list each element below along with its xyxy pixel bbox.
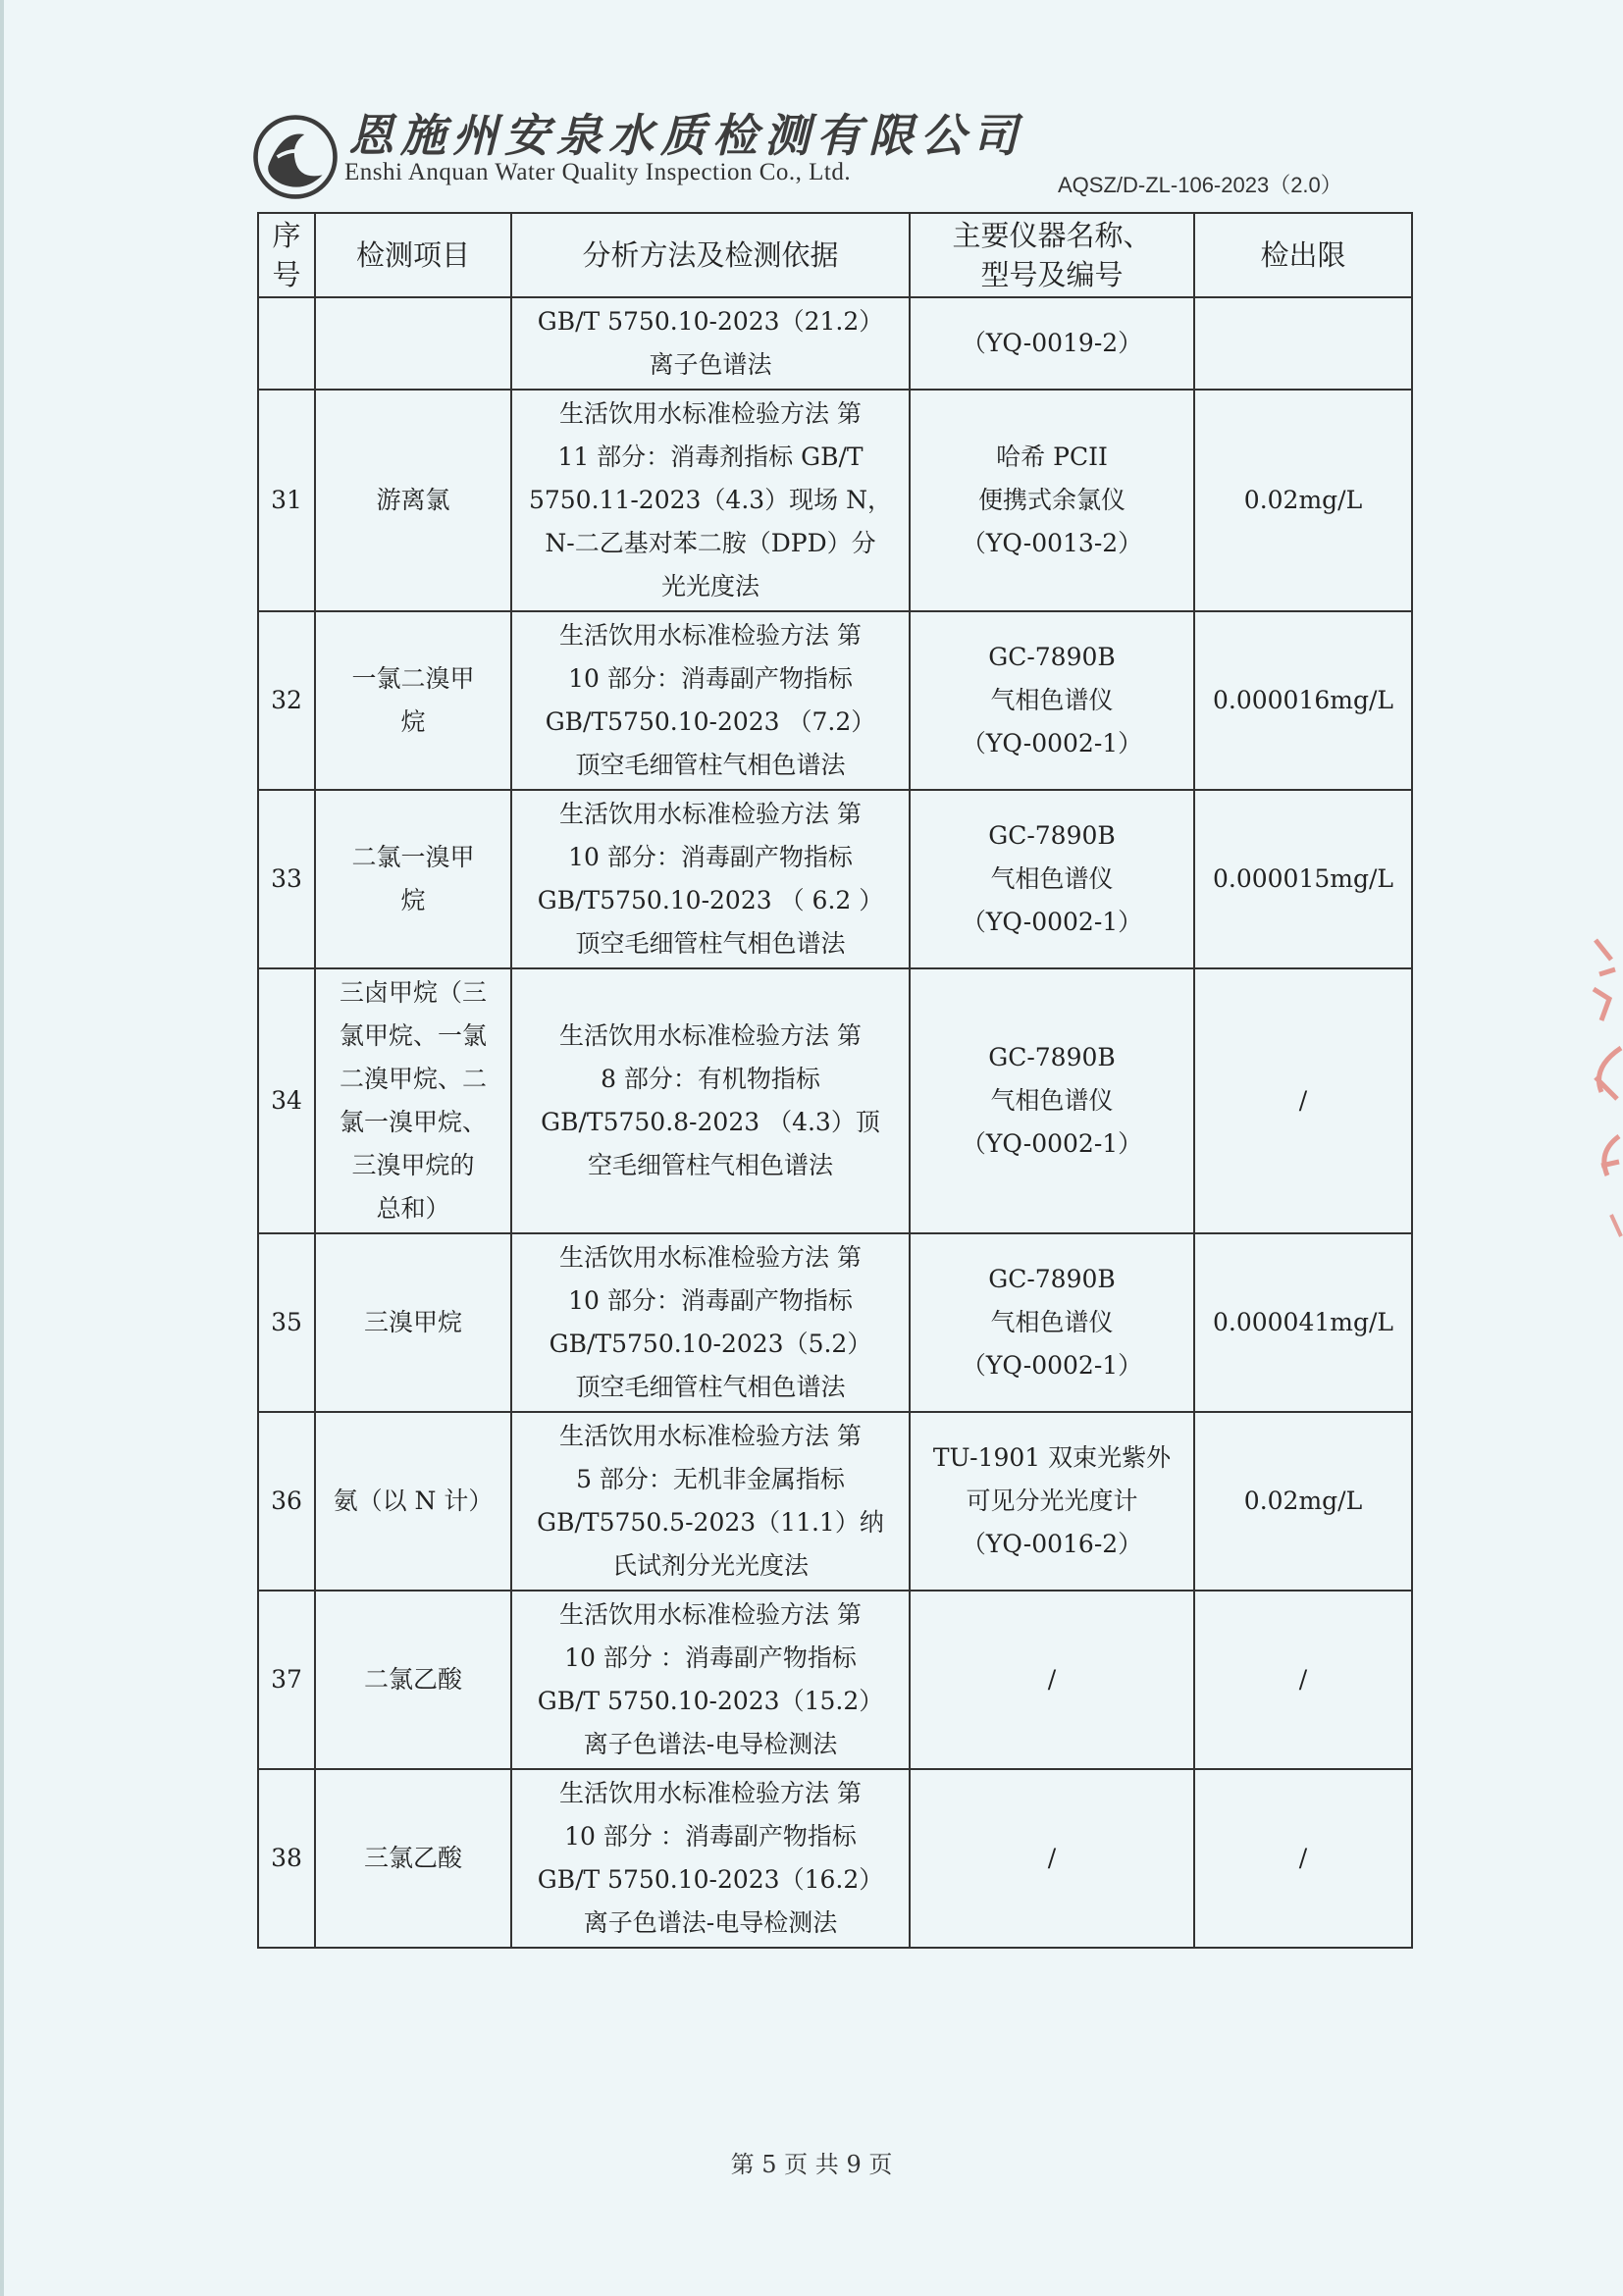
cell-method-line: 生活饮用水标准检验方法 第 xyxy=(559,621,862,650)
header-instrument-line: 主要仪器名称、 xyxy=(952,219,1152,252)
cell-instrument-line: / xyxy=(1047,1665,1057,1694)
cell-instrument-line: （YQ-0002-1） xyxy=(961,1129,1143,1158)
cell-method xyxy=(511,1412,910,1591)
cell-item xyxy=(315,1412,511,1591)
header-instrument xyxy=(910,213,1194,297)
header-seq-line: 序 xyxy=(272,219,301,252)
table-row xyxy=(258,390,1412,611)
header-method xyxy=(511,213,910,297)
cell-instrument xyxy=(910,790,1194,968)
cell-method-line: 生活饮用水标准检验方法 第 xyxy=(559,399,862,428)
cell-instrument-line: / xyxy=(1047,1844,1057,1872)
cell-method-line: 离子色谱法-电导检测法 xyxy=(583,1908,838,1937)
cell-method-line: 生活饮用水标准检验方法 第 xyxy=(559,1779,862,1807)
cell-item-line: 三溴甲烷的 xyxy=(351,1151,475,1179)
cell-limit: 0.000015mg/L xyxy=(1194,790,1412,968)
cell-seq: 37 xyxy=(258,1591,315,1769)
red-seal-stamp-fragment xyxy=(1582,930,1623,1244)
cell-method-line: 离子色谱法-电导检测法 xyxy=(583,1730,838,1758)
cell-seq: 38 xyxy=(258,1769,315,1948)
cell-item xyxy=(315,1233,511,1412)
table-row xyxy=(258,790,1412,968)
cell-item xyxy=(315,390,511,611)
cell-method-line: GB/T 5750.10-2023（15.2） xyxy=(537,1687,884,1715)
cell-method xyxy=(511,790,910,968)
cell-seq: 31 xyxy=(258,390,315,611)
cell-method xyxy=(511,390,910,611)
cell-item-line: 一氯二溴甲 xyxy=(351,664,475,693)
cell-instrument-line: 气相色谱仪 xyxy=(990,1086,1114,1115)
table-row xyxy=(258,968,1412,1233)
cell-item xyxy=(315,790,511,968)
table-header-row xyxy=(258,213,1412,297)
table-body xyxy=(258,297,1412,1948)
page-edge xyxy=(0,0,4,2296)
cell-item xyxy=(315,968,511,1233)
cell-item-line: 氯甲烷、一氯 xyxy=(339,1021,487,1050)
cell-method-line: GB/T5750.10-2023 （7.2） xyxy=(545,707,876,736)
cell-item xyxy=(315,1591,511,1769)
cell-item xyxy=(315,297,511,390)
cell-item-line: 烷 xyxy=(400,707,426,736)
cell-method-line: 顶空毛细管柱气相色谱法 xyxy=(575,1373,846,1401)
cell-item-line: 三氯乙酸 xyxy=(363,1844,462,1872)
cell-item-line: 二氯一溴甲 xyxy=(351,843,475,871)
cell-method-line: 生活饮用水标准检验方法 第 xyxy=(559,1422,862,1450)
cell-method-line: 光光度法 xyxy=(660,572,759,600)
cell-instrument-line: 气相色谱仪 xyxy=(990,1308,1114,1336)
cell-seq xyxy=(258,297,315,390)
cell-seq: 32 xyxy=(258,611,315,790)
table-row xyxy=(258,1591,1412,1769)
cell-limit: 0.000016mg/L xyxy=(1194,611,1412,790)
cell-method-line: 10 部分：消毒副产物指标 xyxy=(568,664,853,693)
test-methods-table xyxy=(257,212,1413,1949)
cell-instrument-line: （YQ-0019-2） xyxy=(961,329,1143,357)
cell-instrument xyxy=(910,1233,1194,1412)
cell-item-line: 烷 xyxy=(400,886,426,914)
letterhead xyxy=(250,98,1024,206)
cell-instrument-line: 气相色谱仪 xyxy=(990,686,1114,714)
cell-seq: 34 xyxy=(258,968,315,1233)
cell-method xyxy=(511,297,910,390)
header-seq xyxy=(258,213,315,297)
table-row xyxy=(258,297,1412,390)
cell-limit xyxy=(1194,297,1412,390)
cell-item-line: 氨（以 N 计） xyxy=(333,1487,494,1515)
cell-method-line: 顶空毛细管柱气相色谱法 xyxy=(575,929,846,958)
header-item-line: 检测项目 xyxy=(355,238,470,272)
cell-instrument-line: （YQ-0002-1） xyxy=(961,908,1143,936)
cell-instrument xyxy=(910,968,1194,1233)
cell-instrument-line: （YQ-0002-1） xyxy=(961,729,1143,757)
cell-method-line: 10 部分 ：消毒副产物指标 xyxy=(564,1822,857,1851)
page-number: 第 5 页 共 9 页 xyxy=(730,2151,893,2178)
cell-method-line: GB/T5750.10-2023（5.2） xyxy=(549,1330,872,1358)
cell-item-line: 三卤甲烷（三 xyxy=(339,978,487,1007)
cell-instrument-line: 哈希 PCII xyxy=(996,443,1108,471)
cell-instrument xyxy=(910,1412,1194,1591)
table-row xyxy=(258,611,1412,790)
cell-instrument-line: GC-7890B xyxy=(988,1265,1116,1293)
cell-method-line: 10 部分：消毒副产物指标 xyxy=(568,843,853,871)
cell-method xyxy=(511,1591,910,1769)
table-row xyxy=(258,1769,1412,1948)
cell-method xyxy=(511,1769,910,1948)
cell-item xyxy=(315,611,511,790)
cell-method-line: GB/T 5750.10-2023（16.2） xyxy=(537,1865,884,1894)
cell-method-line: 生活饮用水标准检验方法 第 xyxy=(559,1243,862,1272)
cell-method-line: 离子色谱法 xyxy=(649,350,772,379)
header-method-line: 分析方法及检测依据 xyxy=(582,238,839,272)
cell-instrument xyxy=(910,390,1194,611)
table-row xyxy=(258,1233,1412,1412)
cell-instrument-line: （YQ-0016-2） xyxy=(961,1530,1143,1558)
cell-method-line: GB/T5750.10-2023 （ 6.2 ） xyxy=(537,886,884,914)
cell-method-line: 10 部分 ：消毒副产物指标 xyxy=(564,1644,857,1672)
company-name-en: Enshi Anquan Water Quality Inspection Co., Ltd. xyxy=(344,159,852,185)
cell-limit: 0.02mg/L xyxy=(1194,390,1412,611)
cell-item-line: 二溴甲烷、二 xyxy=(339,1065,487,1093)
cell-method-line: 5750.11-2023（4.3）现场 N， xyxy=(528,486,893,514)
cell-instrument-line: GC-7890B xyxy=(988,1043,1116,1071)
header-limit-line: 检出限 xyxy=(1260,238,1346,272)
cell-method-line: 空毛细管柱气相色谱法 xyxy=(587,1151,833,1179)
cell-seq: 35 xyxy=(258,1233,315,1412)
cell-instrument-line: 气相色谱仪 xyxy=(990,864,1114,893)
cell-method-line: 10 部分：消毒副产物指标 xyxy=(568,1286,853,1315)
header-instrument-line: 型号及编号 xyxy=(980,258,1124,291)
cell-limit: 0.02mg/L xyxy=(1194,1412,1412,1591)
cell-instrument-line: （YQ-0002-1） xyxy=(961,1351,1143,1380)
table-row xyxy=(258,1412,1412,1591)
company-logo-icon xyxy=(250,112,340,202)
cell-method-line: GB/T 5750.10-2023（21.2） xyxy=(537,307,884,336)
cell-method-line: GB/T5750.5-2023（11.1）纳 xyxy=(537,1508,884,1537)
cell-instrument-line: 便携式余氯仪 xyxy=(977,486,1126,514)
cell-limit: / xyxy=(1194,968,1412,1233)
header-item xyxy=(315,213,511,297)
document-code: AQSZ/D-ZL-106-2023（2.0） xyxy=(1058,173,1342,197)
cell-item-line: 三溴甲烷 xyxy=(363,1308,462,1336)
cell-method-line: 5 部分：无机非金属指标 xyxy=(576,1465,845,1493)
cell-method-line: N-二乙基对苯二胺（DPD）分 xyxy=(545,529,876,557)
cell-method xyxy=(511,611,910,790)
cell-limit: 0.000041mg/L xyxy=(1194,1233,1412,1412)
cell-limit: / xyxy=(1194,1591,1412,1769)
cell-instrument xyxy=(910,611,1194,790)
cell-method-line: 生活饮用水标准检验方法 第 xyxy=(559,1600,862,1629)
cell-instrument-line: GC-7890B xyxy=(988,643,1116,671)
cell-instrument xyxy=(910,1591,1194,1769)
cell-seq: 33 xyxy=(258,790,315,968)
cell-method-line: 氏试剂分光光度法 xyxy=(611,1551,809,1580)
cell-instrument-line: TU-1901 双束光紫外 xyxy=(932,1443,1172,1472)
cell-method xyxy=(511,1233,910,1412)
cell-item-line: 总和） xyxy=(376,1194,450,1223)
cell-method xyxy=(511,968,910,1233)
cell-instrument-line: 可见分光光度计 xyxy=(966,1487,1138,1515)
cell-method-line: 顶空毛细管柱气相色谱法 xyxy=(575,751,846,779)
cell-item xyxy=(315,1769,511,1948)
cell-instrument-line: GC-7890B xyxy=(988,821,1116,850)
cell-item-line: 二氯乙酸 xyxy=(363,1665,462,1694)
cell-method-line: 11 部分：消毒剂指标 GB/T xyxy=(557,443,864,471)
header-seq-line: 号 xyxy=(272,258,301,291)
cell-item-line: 游离氯 xyxy=(376,486,450,514)
cell-instrument xyxy=(910,1769,1194,1948)
header-limit xyxy=(1194,213,1412,297)
cell-limit: / xyxy=(1194,1769,1412,1948)
cell-method-line: 生活饮用水标准检验方法 第 xyxy=(559,1021,862,1050)
cell-instrument-line: （YQ-0013-2） xyxy=(961,529,1143,557)
cell-item-line: 氯一溴甲烷、 xyxy=(339,1108,487,1136)
cell-instrument xyxy=(910,297,1194,390)
cell-method-line: 生活饮用水标准检验方法 第 xyxy=(559,800,862,828)
cell-method-line: 8 部分：有机物指标 xyxy=(601,1065,820,1093)
cell-seq: 36 xyxy=(258,1412,315,1591)
company-name-cn: 恩施州安泉水质检测有限公司 xyxy=(348,109,1024,162)
cell-method-line: GB/T5750.8-2023 （4.3）顶 xyxy=(541,1108,880,1136)
